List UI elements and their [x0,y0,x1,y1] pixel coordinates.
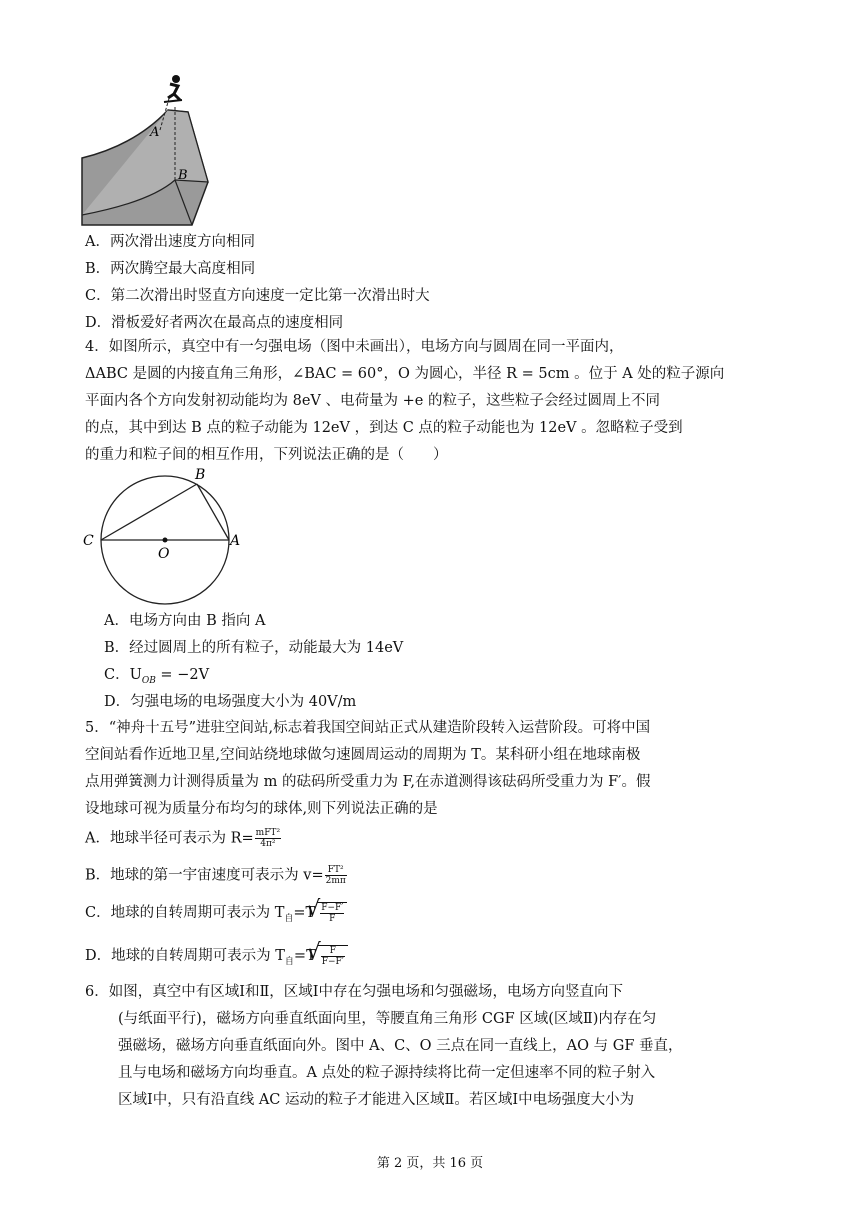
q5-option-a [85,828,282,849]
q5-option-d-denominator: F−F′ [321,957,344,967]
q4-option-c-prefix: C．U [104,667,142,683]
q5-option-d-eq: =T [293,948,316,964]
q5-stem-line-1: 5．“神舟十五号”进驻空间站,标志着我国空间站正式从建造阶段转入运营阶段。可将中国 [85,720,651,736]
q4-option-c-value: = −2V [155,667,210,683]
q5-option-a-text: A．地球半径可表示为 R= [85,830,254,847]
q4-stem-line-4: 的点，其中到达 B 点的粒子动能为 12eV ，到达 C 点的粒子动能也为 12eV 。忽略粒子受到 [85,420,683,436]
q4-option-b: B．经过圆周上的所有粒子，动能最大为 14eV [104,640,404,656]
circle-label-a: A [230,533,241,549]
q5-stem-line-3: 点用弹簧测力计测得质量为 m 的砝码所受重力为 F,在赤道测得该砝码所受重力为 F′。假 [85,774,651,790]
q4-option-a: A．电场方向由 B 指向 A [104,613,266,629]
q6-stem-line-5: 区域Ⅰ中，只有沿直线 AC 运动的粒子才能进入区域Ⅱ。若区域Ⅰ中电场强度大小为 [118,1092,635,1108]
q3-option-c: C．第二次滑出时竖直方向速度一定比第一次滑出时大 [85,288,430,304]
q5-option-a-numerator: mFT² [255,828,281,838]
q5-option-c-sqrt [317,902,347,924]
q5-option-d-sqrt [318,945,348,967]
circle-figure [78,468,253,608]
circle-label-b: B [195,468,206,483]
q4-option-d: D．匀强电场的电场强度大小为 40V/m [104,694,357,710]
q5-option-a-fraction [255,828,281,849]
ramp-label-b: B [178,168,188,183]
q5-option-c-denominator: F [329,914,336,924]
circle-label-c: C [83,533,94,549]
q3-option-a: A．两次滑出速度方向相同 [85,234,255,250]
q5-option-c-text: C．地球的自转周期可表示为 T [85,905,285,921]
q5-option-a-denominator: 4π² [260,839,276,849]
q6-stem-line-1: 6．如图，真空中有区域Ⅰ和Ⅱ，区域Ⅰ中存在匀强电场和匀强磁场，电场方向竖直向下 [85,984,624,1000]
q6-stem-line-4: 且与电场和磁场方向均垂直。A 点处的粒子源持续将比荷一定但速率不同的粒子射入 [118,1065,656,1081]
q4-stem-line-2: ΔABC 是圆的内接直角三角形，∠BAC = 60°，O 为圆心，半径 R = 5cm 。位于 A 处的粒子源向 [85,366,725,382]
q4-option-c [104,665,209,691]
q5-stem-line-4: 设地球可视为质量分布均匀的球体,则下列说法正确的是 [85,801,438,817]
q5-option-b-text: B．地球的第一宇宙速度可表示为 v= [85,867,324,884]
ramp-label-a: A [150,125,160,140]
q5-option-c-eq: =T [293,905,316,921]
q6-stem-line-3: 强磁场，磁场方向垂直纸面向外。图中 A、C、O 三点在同一直线上，AO 与 GF 垂直， [118,1038,683,1054]
q5-option-c [85,902,347,929]
q6-stem-line-2: (与纸面平行)，磁场方向垂直纸面向里，等腰直角三角形 CGF 区域(区域Ⅱ)内存在匀 [118,1011,657,1027]
q5-option-d-text: D．地球的自转周期可表示为 T [85,948,285,964]
q5-option-d [85,945,348,972]
q5-option-c-subscript: 自 [284,913,294,924]
ramp-figure [80,70,220,230]
q5-option-c-fraction [320,903,344,924]
q4-stem-line-5: 的重力和粒子间的相互作用，下列说法正确的是（ ） [85,447,448,463]
q5-option-d-subscript: 自 [284,956,294,967]
q5-option-d-numerator: √ F [321,946,345,957]
q5-option-d-fraction [321,946,345,967]
q4-stem-line-3: 平面内各个方向发射初动能均为 8eV 、电荷量为 +e 的粒子，这些粒子会经过圆周上不同 [85,393,660,409]
q3-option-b: B．两次腾空最大高度相同 [85,261,256,277]
q5-option-b-fraction [325,865,347,886]
page-footer: 第 2 页，共 16 页 [376,1156,484,1171]
q5-option-b-numerator: FT² [325,865,347,876]
circle-label-o: O [158,546,170,562]
q5-option-b [85,865,348,886]
q4-option-c-subscript: OB [141,675,156,686]
q3-option-d: D．滑板爱好者两次在最高点的速度相同 [85,315,344,331]
q4-stem-line-1: 4．如图所示，真空中有一匀强电场（图中未画出），电场方向与圆周在同一平面内， [85,339,624,355]
q5-option-b-denominator: 2mπ [325,876,346,886]
q5-option-c-numerator: √ F−F′ [321,903,344,913]
q5-stem-line-2: 空间站看作近地卫星,空间站绕地球做匀速圆周运动的周期为 T。某科研小组在地球南极 [85,747,641,763]
